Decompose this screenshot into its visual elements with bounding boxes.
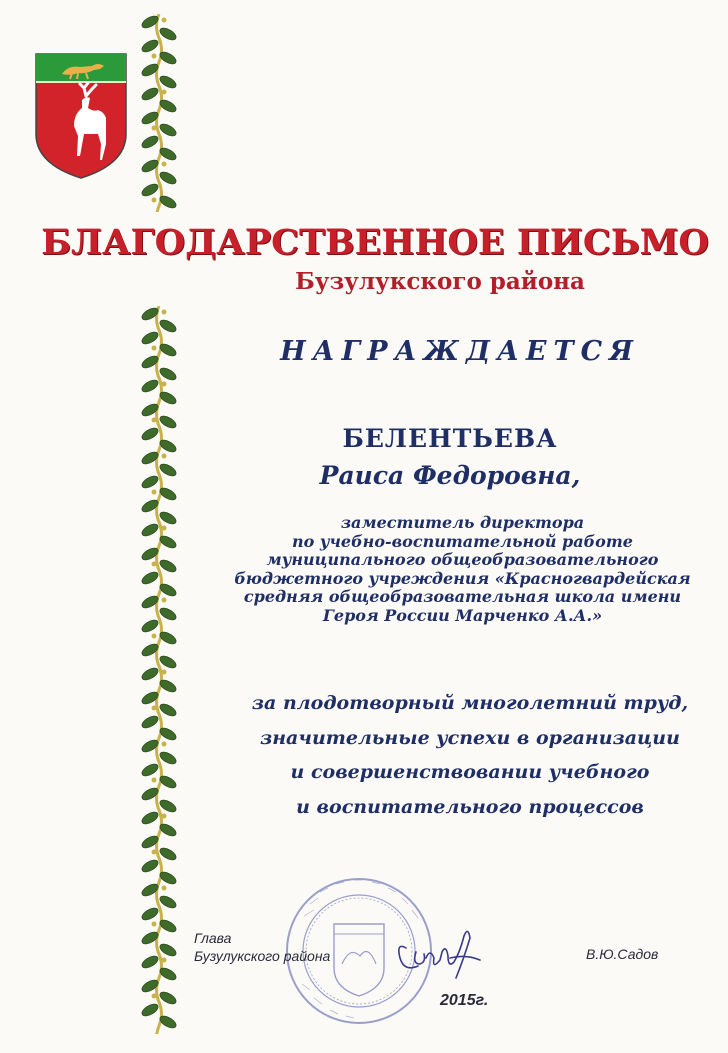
laurel-leaf	[140, 330, 160, 347]
laurel-leaf	[140, 666, 160, 683]
document-title: БЛАГОДАРСТВЕННОЕ ПИСЬМО	[41, 222, 709, 263]
recipient-position	[200, 514, 725, 625]
position-line: муниципального общеобразовательного	[266, 550, 659, 569]
laurel-berry	[162, 742, 167, 747]
laurel-leaf	[140, 522, 160, 539]
laurel-leaf	[140, 570, 160, 587]
laurel-leaf	[140, 954, 160, 971]
laurel-berry	[152, 778, 157, 783]
laurel-leaf	[140, 378, 160, 395]
award-reason	[215, 686, 725, 824]
recipient-surname: БЕЛЕНТЬЕВА	[342, 424, 558, 453]
laurel-berry	[152, 126, 157, 131]
laurel-berry	[152, 994, 157, 999]
position-line: Героя России Марченко А.А.»	[322, 605, 603, 625]
signatory-role-line: Бузулукского района	[194, 948, 331, 964]
recipient-given-names: Раиса Федоровна,	[319, 461, 581, 490]
laurel-leaf	[140, 858, 160, 875]
laurel-berry	[152, 850, 157, 855]
laurel-berry	[152, 198, 157, 203]
laurel-berry	[152, 346, 157, 351]
laurel-berry	[162, 162, 167, 167]
position-line: бюджетного учреждения «Красногвардейская	[234, 568, 691, 588]
laurel-berry	[162, 814, 167, 819]
laurel-leaf	[140, 426, 160, 443]
laurel-berry	[162, 526, 167, 531]
laurel-leaf	[140, 474, 160, 491]
laurel-berry	[152, 490, 157, 495]
signatory-name: В.Ю.Садов	[586, 946, 659, 962]
laurel-berry	[162, 18, 167, 23]
laurel-berry	[162, 886, 167, 891]
laurel-leaf	[140, 762, 160, 779]
laurel-berry	[152, 418, 157, 423]
laurel-berry	[152, 922, 157, 927]
reason-line: и воспитательного процессов	[296, 795, 644, 818]
laurel-leaf	[140, 906, 160, 923]
laurel-leaf	[140, 714, 160, 731]
laurel-berry	[162, 598, 167, 603]
laurel-leaf	[140, 1002, 160, 1019]
position-line: по учебно-воспитательной работе	[292, 531, 633, 551]
reason-line: значительные успехи в организации	[260, 726, 680, 749]
laurel-leaf	[140, 134, 160, 151]
position-line: средняя общеобразовательная школа имени	[243, 587, 682, 606]
laurel-berry	[162, 958, 167, 963]
document-subtitle: Бузулукского района	[295, 268, 585, 295]
reason-line: за плодотворный многолетний труд,	[251, 692, 689, 714]
laurel-berry	[152, 562, 157, 567]
position-line: заместитель директора	[340, 513, 585, 532]
handwritten-signature	[390, 918, 490, 988]
laurel-vine-ornament	[138, 306, 180, 1034]
awarded-heading: НАГРАЖДАЕТСЯ	[280, 336, 640, 367]
laurel-leaf	[140, 38, 160, 55]
laurel-vine-ornament	[138, 14, 180, 212]
laurel-berry	[162, 310, 167, 315]
laurel-berry	[162, 382, 167, 387]
reason-line: и совершенствовании учебного	[290, 761, 650, 783]
laurel-leaf	[140, 618, 160, 635]
laurel-berry	[162, 670, 167, 675]
signatory-role-line: Глава	[194, 930, 232, 946]
laurel-berry	[162, 90, 167, 95]
document-year: 2015г.	[440, 992, 489, 1009]
laurel-leaf	[140, 86, 160, 103]
laurel-berry	[162, 454, 167, 459]
laurel-leaf	[140, 810, 160, 827]
coat-of-arms-emblem	[34, 52, 128, 180]
laurel-berry	[152, 54, 157, 59]
laurel-berry	[152, 706, 157, 711]
laurel-berry	[152, 634, 157, 639]
signatory-role	[194, 929, 330, 965]
laurel-leaf	[140, 182, 160, 199]
